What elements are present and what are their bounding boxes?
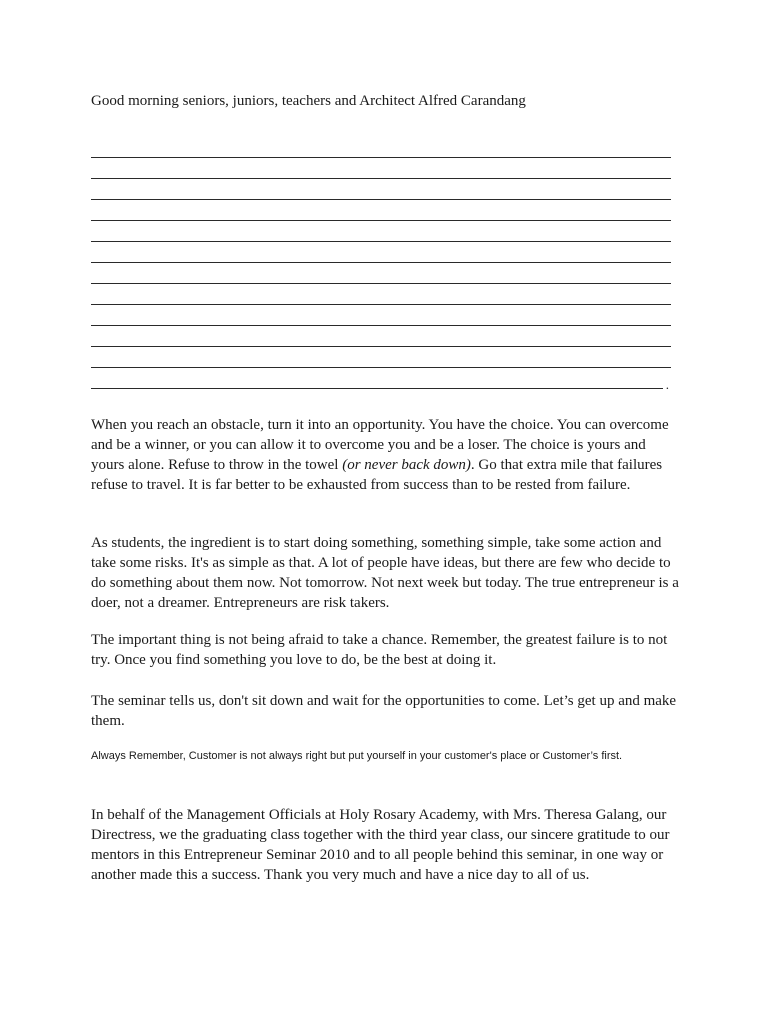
- customer-note: Always Remember, Customer is not always right but put yourself in your customer's place or Customer’s first.: [91, 750, 623, 762]
- paragraph-obstacle: [91, 415, 681, 495]
- blank-line: [91, 284, 671, 305]
- blank-line: [91, 242, 671, 263]
- greeting-line: Good morning seniors, juniors, teachers and Architect Alfred Carandang: [91, 93, 526, 109]
- paragraph-obstacle-italic: (or never back down): [342, 457, 471, 473]
- blank-line: [91, 368, 663, 389]
- blank-line: [91, 158, 671, 179]
- paragraph-obstacle-text: When you reach an obstacle, turn it into an opportunity. You have the choice. You can overcome and be a winner, or you can allow it to overcome you and be a loser. The choice is yours and yours alone. Refuse to throw in the towel: [91, 417, 669, 473]
- blank-lines: [91, 137, 671, 389]
- paragraph-chance: The important thing is not being afraid to take a chance. Remember, the greatest failure is to not try. Once you find something you love to do, be the best at doing it.: [91, 632, 668, 668]
- paragraph-seminar: The seminar tells us, don't sit down and wait for the opportunities to come. Let’s get up and make them.: [91, 693, 677, 729]
- blank-line: [91, 221, 671, 242]
- blank-line: [91, 179, 671, 200]
- blank-line: [91, 137, 671, 158]
- blank-line: [91, 263, 671, 284]
- blank-line: [91, 305, 671, 326]
- blank-line: [91, 347, 671, 368]
- paragraph-obstacle-text-end: . Go that extra mile that failures refuse to travel. It is far better to be exhausted from success than to be rested from failure.: [91, 457, 663, 493]
- paragraph-students: As students, the ingredient is to start doing something, something simple, take some action and take some risks. It's as simple as that. A lot of people have ideas, but there are few who decide to do something about them now. Not tomorrow. Not next week but today. The true entrepreneur is a doer, not a dreamer. Entrepreneurs are risk takers.: [91, 535, 679, 611]
- blank-line: [91, 200, 671, 221]
- blank-line: [91, 326, 671, 347]
- paragraph-gratitude: In behalf of the Management Officials at Holy Rosary Academy, with Mrs. Theresa Galang, our Directress, we the graduating class together with the third year class, our sincere gratitude to our mentors in this Entrepreneur Seminar 2010 and to all people behind this seminar, in one way or another made this a success. Thank you very much and have a nice day to all of us.: [91, 807, 670, 883]
